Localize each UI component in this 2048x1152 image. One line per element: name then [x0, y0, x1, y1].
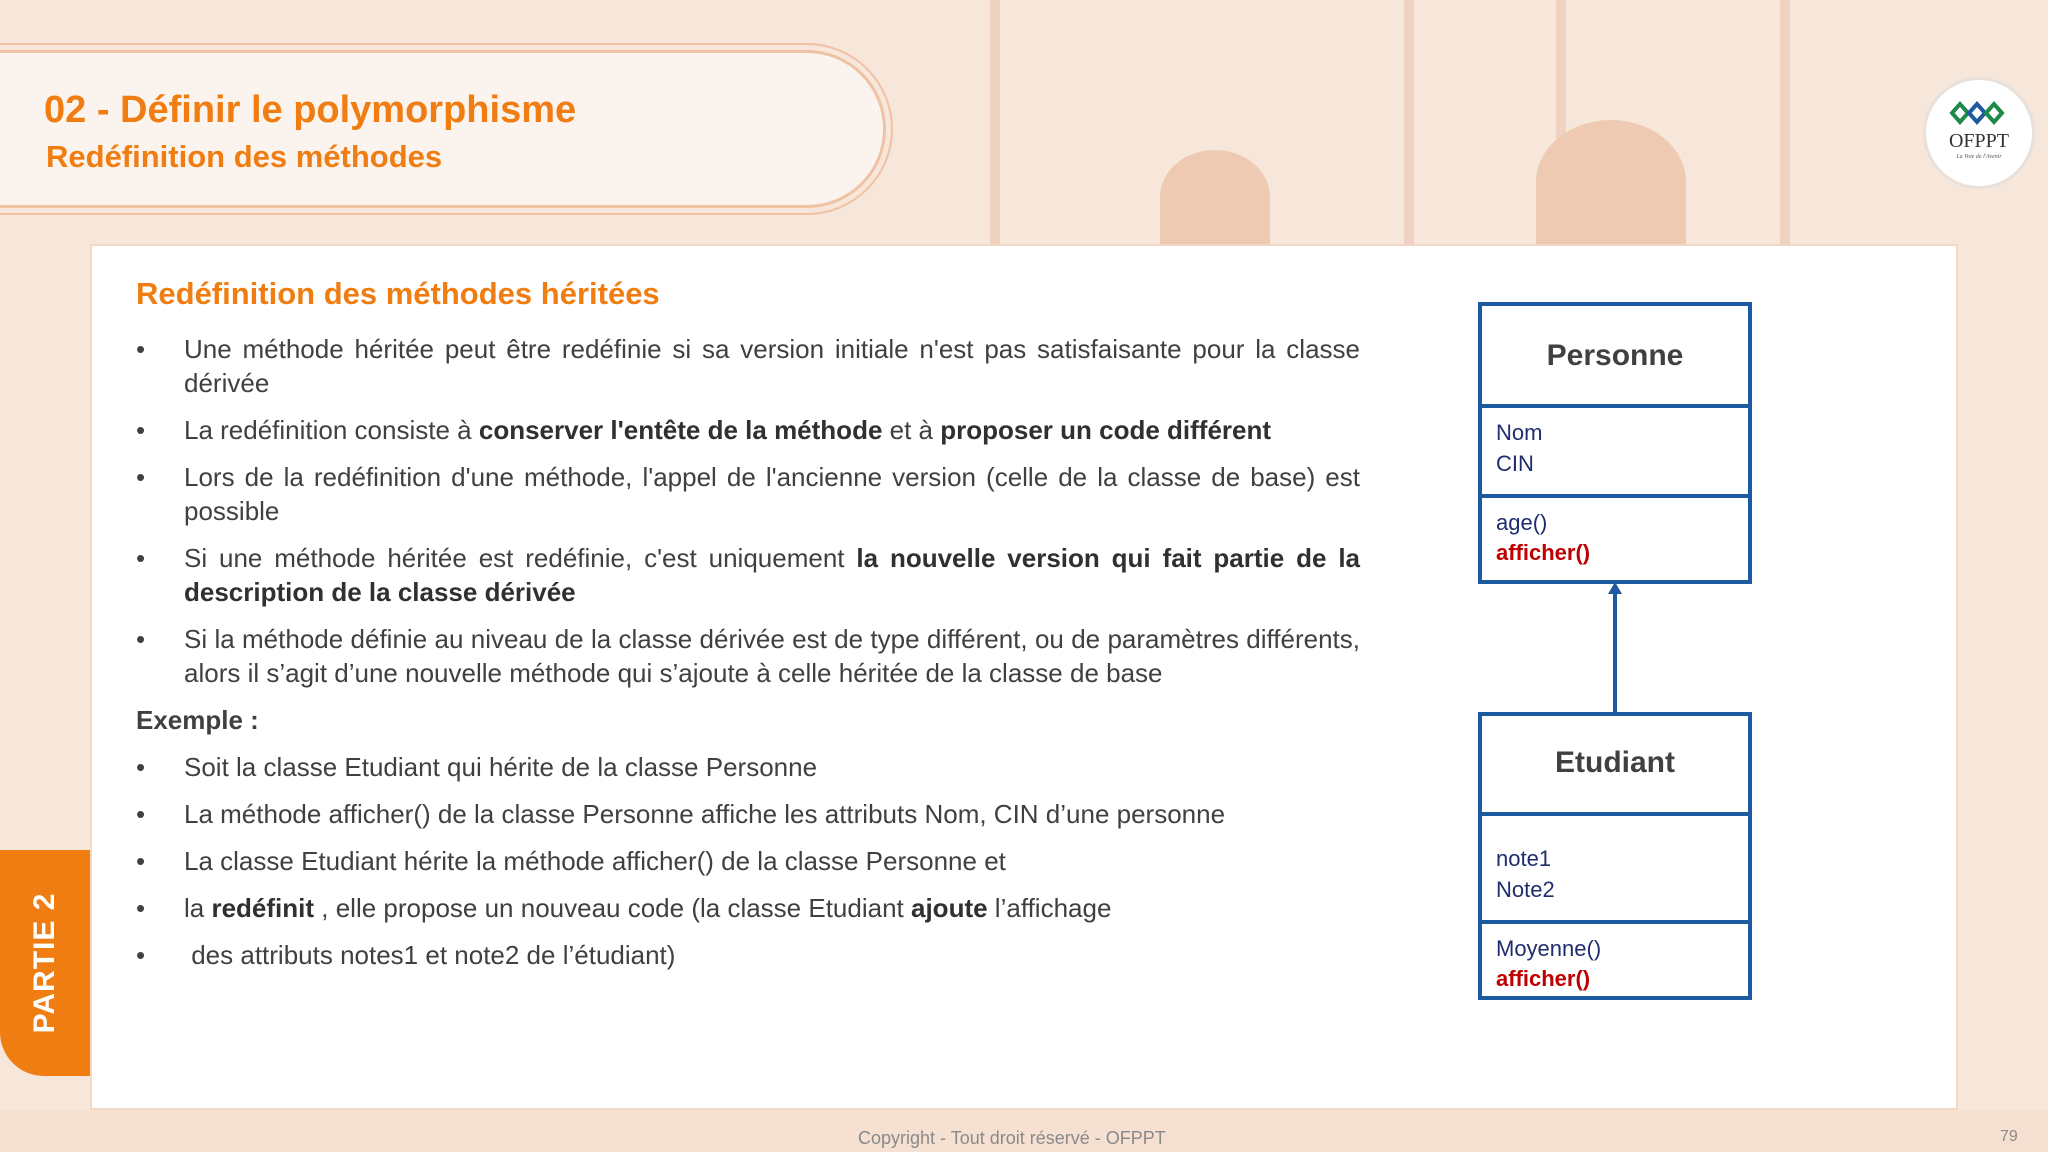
- bullet-bold-text: ajoute: [911, 893, 988, 923]
- ofppt-logo-icon: [1948, 98, 2010, 128]
- example-label: Exemple :: [136, 705, 259, 735]
- uml-class-name: Etudiant: [1555, 746, 1675, 779]
- bullet-bold-text: conserver l'entête de la méthode: [478, 415, 883, 445]
- bullet-text: La méthode afficher() de la classe Personne affiche les attributs Nom, CIN d’une personne: [184, 799, 1226, 829]
- example-item: [136, 891, 1360, 925]
- uml-class-name-cell: [1482, 306, 1748, 404]
- copyright-footer: Copyright - Tout droit réservé - OFPPT: [858, 1128, 1166, 1148]
- bullet-text: des attributs notes1 et note2 de l’étudiant): [184, 940, 676, 970]
- background-stripe: [1404, 0, 1414, 250]
- bullet-text: Soit la classe Etudiant qui hérite de la classe Personne: [184, 752, 818, 782]
- page-subtitle: Redéfinition des méthodes: [46, 139, 443, 174]
- logo-tagline: La Voie de l'Avenir: [1956, 154, 2002, 160]
- uml-methods-cell: [1482, 494, 1748, 580]
- bullet-bold-text: la nouvelle version qui fait partie de la description de la classe dérivée: [184, 543, 1360, 607]
- list-item: [136, 541, 1360, 609]
- bullet-text: la: [184, 893, 212, 923]
- bullet-text: Si la méthode définie au niveau de la classe dérivée est de type différent, ou de paramètres différents, alors il s’agit d’une nouvelle méthode qui s’ajoute à celle héritée de la classe de base: [184, 624, 1360, 688]
- part-tab: [0, 850, 90, 1076]
- example-item: [136, 797, 1360, 831]
- bullet-text: , elle propose un nouveau code (la classe Etudiant: [314, 893, 911, 923]
- example-item: [136, 750, 1360, 784]
- section-title: Redéfinition des méthodes héritées: [136, 276, 660, 311]
- background-lamp: [1160, 150, 1270, 244]
- ofppt-logo: [1926, 80, 2032, 186]
- header-banner: [0, 50, 886, 208]
- bullet-text: Une méthode héritée peut être redéfinie si sa version initiale n'est pas satisfaisante pour la classe dérivée: [184, 334, 1360, 398]
- example-item: [136, 844, 1360, 878]
- uml-class-personne: [1478, 302, 1752, 584]
- bullet-text: l’affichage: [987, 893, 1112, 923]
- uml-attribute: Note2: [1496, 877, 1555, 902]
- uml-attributes-cell: [1482, 404, 1748, 494]
- bullet-bold-text: redéfinit: [211, 893, 315, 923]
- list-item: [136, 460, 1360, 528]
- uml-class-name: Personne: [1546, 339, 1684, 372]
- list-item: [136, 413, 1360, 447]
- part-tab-label: PARTIE 2: [28, 892, 61, 1034]
- uml-attribute: CIN: [1496, 451, 1534, 476]
- bullet-text: et à: [882, 415, 941, 445]
- list-item: [136, 622, 1360, 690]
- uml-attribute: Nom: [1496, 420, 1543, 445]
- background-lamp: [1536, 120, 1686, 244]
- logo-name: OFPPT: [1948, 130, 2010, 152]
- page-title: 02 - Définir le polymorphisme: [44, 89, 577, 131]
- background-stripe: [1780, 0, 1790, 250]
- uml-method-overridden: afficher(): [1496, 540, 1591, 565]
- uml-class-etudiant: [1478, 712, 1752, 1000]
- bullet-text: La redéfinition consiste à: [184, 415, 479, 445]
- bullet-list: [136, 332, 1360, 985]
- uml-methods-cell: [1482, 920, 1748, 1000]
- bullet-bold-text: proposer un code différent: [940, 415, 1272, 445]
- bullet-text: Lors de la redéfinition d'une méthode, l'appel de l'ancienne version (celle de la classe de base) est possible: [184, 462, 1360, 526]
- uml-class-name-cell: [1482, 716, 1748, 812]
- page-number: 79: [2000, 1128, 2018, 1145]
- background-stripe: [990, 0, 1000, 250]
- uml-attributes-cell: [1482, 812, 1748, 920]
- list-item: [136, 332, 1360, 400]
- uml-method: age(): [1496, 510, 1548, 535]
- bullet-text: Si une méthode héritée est redéfinie, c'est uniquement: [184, 543, 857, 573]
- uml-method: Moyenne(): [1496, 936, 1602, 961]
- bullet-text: La classe Etudiant hérite la méthode afficher() de la classe Personne et: [184, 846, 1006, 876]
- uml-attribute: note1: [1496, 846, 1552, 871]
- uml-method-overridden: afficher(): [1496, 966, 1591, 991]
- inheritance-arrow: [1600, 582, 1630, 714]
- example-item: [136, 938, 1360, 972]
